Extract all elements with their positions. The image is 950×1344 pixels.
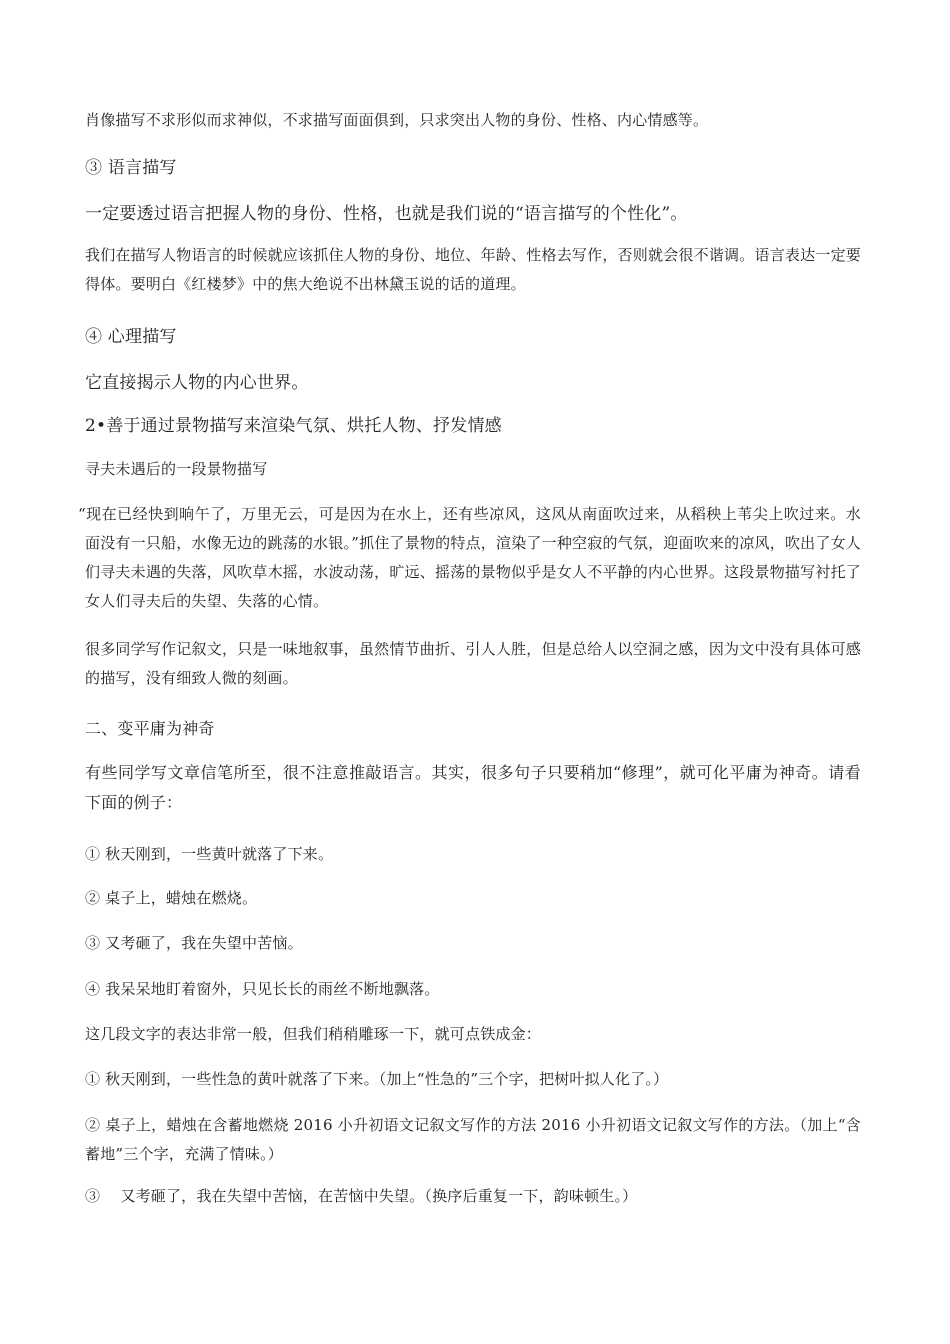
scenery-subtitle: 寻夫未遇后的一段景物描写 bbox=[85, 460, 268, 478]
heading-section-two: 二、变平庸为神奇 bbox=[85, 719, 215, 738]
psychology-paragraph: 它直接揭示人物的内心世界。 bbox=[85, 373, 309, 393]
language-detail-paragraph: 我们在描写人物语言的时候就应该抓住人物的身份、地位、年龄、性格去写作，否则就会很不谐调。语言表达一定要得体。要明白《红楼梦》中的焦大绝说不出林黛玉说的话的道理。 bbox=[85, 246, 861, 293]
narrative-paragraph: 很多同学写作记叙文，只是一味地叙事，虽然情节曲折、引人人胜，但是总给人以空洞之感，因为文中没有具体可感的描写，没有细致人微的刻画。 bbox=[85, 640, 861, 687]
example-item-4: ④ 我呆呆地盯着窗外，只见长长的雨丝不断地飘落。 bbox=[85, 980, 440, 998]
example-item-2: ② 桌子上，蜡烛在燃烧。 bbox=[85, 889, 258, 907]
portrait-paragraph: 肖像描写不求形似而求神似，不求描写面面俱到，只求突出人物的身份、性格、内心情感等。 bbox=[85, 111, 709, 129]
scenery-quote-paragraph: “现在已经快到晌午了，万里无云，可是因为在水上，还有些凉风，这风从南面吹过来，从稻秧上苇尖上吹过来。水面没有一只船，水像无边的跳荡的水银。”抓住了景物的特点，渲染了一种空寂的气氛，迎面吹来的凉风，吹出了女人们寻夫未遇的失落，风吹草木摇，水波动荡，旷远、摇荡的景物似乎是女人不平静的内心世界。这段景物描写衬托了女人们寻夫后的失望、失落的心情。 bbox=[78, 505, 861, 610]
revised-example-3: ③ 又考砸了，我在失望中苦恼，在苦恼中失望。（换序后重复一下，韵味顿生。） bbox=[85, 1187, 638, 1205]
revised-example-1: ① 秋天刚到，一些性急的黄叶就落了下来。（加上“性急的”三个字，把树叶拟人化了。） bbox=[85, 1070, 669, 1088]
language-paragraph: 一定要透过语言把握人物的身份、性格，也就是我们说的“语言描写的个性化”。 bbox=[85, 204, 688, 224]
heading-psychology-description: ④ 心理描写 bbox=[85, 327, 177, 347]
example-item-3: ③ 又考砸了，我在失望中苦恼。 bbox=[85, 934, 303, 952]
polish-intro-paragraph: 这几段文字的表达非常一般，但我们稍稍雕琢一下，就可点铁成金： bbox=[85, 1025, 542, 1043]
revised-example-2: ② 桌子上，蜡烛在含蓄地燃烧 2016 小升初语文记叙文写作的方法 2016 小升初语文记叙文写作的方法。（加上“含蓄地”三个字，充满了情味。） bbox=[85, 1116, 861, 1163]
heading-language-description: ③ 语言描写 bbox=[85, 158, 177, 178]
example-item-1: ① 秋天刚到，一些黄叶就落了下来。 bbox=[85, 845, 334, 863]
section-two-paragraph: 有些同学写文章信笔所至，很不注意推敲语言。其实，很多句子只要稍加“修理”，就可化平庸为神奇。请看下面的例子： bbox=[85, 763, 861, 812]
heading-scenery-description: 2•善于通过景物描写来渲染气氛、烘托人物、抒发情感 bbox=[85, 416, 502, 436]
